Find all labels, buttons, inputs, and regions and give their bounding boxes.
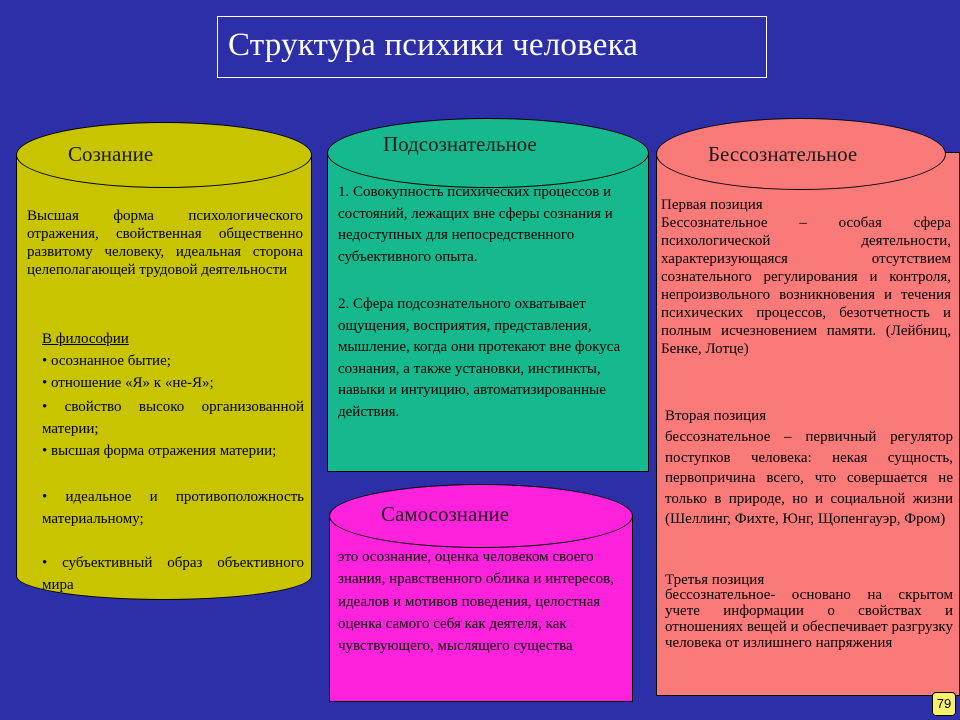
position-1-heading: Первая позиция bbox=[661, 197, 763, 213]
consciousness-top bbox=[16, 122, 312, 188]
page-number: 79 bbox=[932, 692, 956, 716]
list-item: • свойство высоко организованной материи; bbox=[42, 399, 304, 437]
position-3-text: бессознательное- основано на скрытом учете информации о свойствах и отношениях вещей и обеспечивает разгрузку человека от излишнего напряжения bbox=[665, 587, 953, 651]
subconscious-point-2: 2. Сфера подсознательного охватывает ощущения, восприятия, представления, мышление, когда они протекают вне фокуса сознания, а также установки, инстинкты, навыки и интуицию, автоматизированные действия. bbox=[338, 296, 621, 420]
unconscious-label: Бессознательное bbox=[708, 142, 858, 166]
position-2-heading: Вторая позиция bbox=[665, 408, 767, 424]
title-box bbox=[217, 16, 767, 78]
position-1-text: Бессознательное – особая сфера психологической деятельности, характеризующаяся отсутствием сознательного регулирования и контроля, непроизвольного возникновения и течения психических процессов, безотчетность и полным исчезновением памяти. (Лейбниц, Бенке, Лотце) bbox=[661, 215, 951, 357]
position-2-text: бессознательное – первичный регулятор поступков человека: некая сущность, первопричина всего, что совершается не только в природе, но и социальной жизни (Шеллинг, Фихте, Юнг, Щопенгауэр, Фром) bbox=[665, 429, 953, 527]
list-item: • субъективный образ объективного мира bbox=[42, 555, 304, 593]
list-item: • идеальное и противоположность материальному; bbox=[42, 489, 304, 527]
self-awareness-label: Самосознание bbox=[381, 502, 510, 526]
consciousness-definition: Высшая форма психологического отражения, свойственная общественно развитому человеку, идеальная сторона целеполагающей трудовой деятельности bbox=[27, 208, 303, 278]
subconscious-label: Подсознательное bbox=[383, 132, 537, 156]
subconscious-point-1: 1. Совокупность психических процессов и состояний, лежащих вне сферы сознания и недоступных для непосредственного субъективного опыта. bbox=[338, 184, 613, 265]
list-item: • высшая форма отражения материи; bbox=[42, 443, 277, 459]
page-title: Структура психики человека bbox=[228, 27, 639, 63]
list-item: • осознанное бытие; bbox=[42, 353, 171, 369]
self-awareness-text: это осознание, оценка человеком своего знания, нравственного облика и интересов, идеалов и мотивов поведения, целостная оценка самого себя как деятеля, как чувствующего, мыслящего существа bbox=[338, 549, 614, 655]
consciousness-label: Сознание bbox=[68, 142, 154, 166]
position-3-heading: Третья позиция bbox=[665, 572, 765, 588]
list-item: • отношение «Я» к «не-Я»; bbox=[42, 375, 214, 391]
philosophy-heading: В философии bbox=[42, 331, 129, 347]
